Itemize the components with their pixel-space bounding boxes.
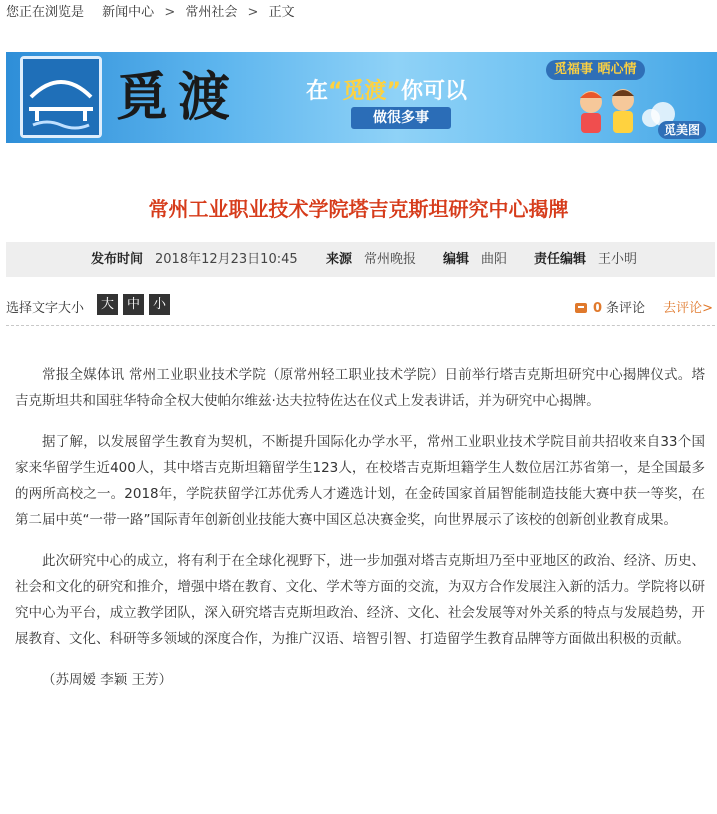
logo-emblem [20,56,102,138]
meta-source: 来源 常州晚报 [326,252,417,267]
go-comment-link[interactable]: 去评论> [663,301,713,316]
site-banner[interactable] [6,52,717,143]
breadcrumb-news-center[interactable]: 新闻中心 [102,5,155,20]
article-paragraph: 据了解，以发展留学生教育为契机，不断提升国际化办学水平，常州工业职业技术学院目前共招收来自33个国家来华留学生近400人，其中塔吉克斯坦籍留学生123人，在校塔吉克斯坦籍学生人数位居江苏省第一，是全国最多的两所高校之一。2018年，学院获留学江苏优秀人才遴选计划，在金砖国家首届智能制造技能大赛中获一等奖，在第二届中英“一带一路”国际青年创新创业技能大赛中国区总决赛金奖，向世界展示了该校的创新创业教育成果。 [15,434,705,528]
meta-editor: 编辑 曲阳 [443,252,508,267]
font-size-medium-button[interactable]: 中 [123,294,144,315]
banner-slogan-sub: 做很多事 [351,107,451,129]
meta-chief-editor: 责任编辑 王小明 [534,252,638,267]
banner-slogan: 在“觅渡”你可以 [306,79,467,104]
meta-publish: 发布时间 2018年12月23日10:45 [91,252,298,267]
font-size-label: 选择文字大小 [6,301,85,316]
font-size-large-button[interactable]: 大 [97,294,118,315]
article-body [15,362,705,708]
article-toolbar [6,293,715,319]
article-paragraph: 常报全媒体讯 常州工业职业技术学院（原常州轻工职业技术学院）日前举行塔吉克斯坦研究中心揭牌仪式。塔吉克斯坦共和国驻华特命全权大使帕尔维兹·达夫拉特佐达在仪式上发表讲话，并为研究中心揭牌。 [15,367,705,409]
font-size-small-button[interactable]: 小 [149,294,170,315]
divider [6,325,715,326]
comment-icon [575,303,587,313]
article-paragraph: 此次研究中心的成立，将有利于在全球化视野下，进一步加强对塔吉克斯坦乃至中亚地区的政治、经济、历史、社会和文化的研究和推介，增强中塔在教育、文化、学术等方面的交流，为双方合作发展注入新的活力。学院将以研究中心为平台，成立教学团队，深入研究塔吉克斯坦政治、经济、文化、社会发展等对外关系的特点与发展趋势，开展教育、文化、科研等多领域的深度合作，为推广汉语、培智引智、打造留学生教育品牌等方面做出积极的贡献。 [15,553,705,647]
breadcrumb-separator: > [164,5,176,20]
banner-tag-bottom[interactable]: 觅美图 [658,121,706,139]
breadcrumb-prefix: 您正在浏览是 [6,5,85,20]
logo-title: 覓渡 [116,67,241,128]
breadcrumb-current: 正文 [268,5,295,20]
article-meta [6,242,715,277]
article-title: 常州工业职业技术学院塔吉克斯坦研究中心揭牌 [148,197,569,221]
breadcrumb [6,1,295,19]
comment-count[interactable]: 0 条评论 [575,297,645,316]
bridge-logo-icon [23,59,99,135]
breadcrumb-changzhou-society[interactable]: 常州社会 [185,5,238,20]
banner-tag-top[interactable]: 觅福事 晒心情 [546,60,645,80]
article-author: （苏周嫒 李颖 王芳） [42,672,173,688]
breadcrumb-separator: > [247,5,259,20]
